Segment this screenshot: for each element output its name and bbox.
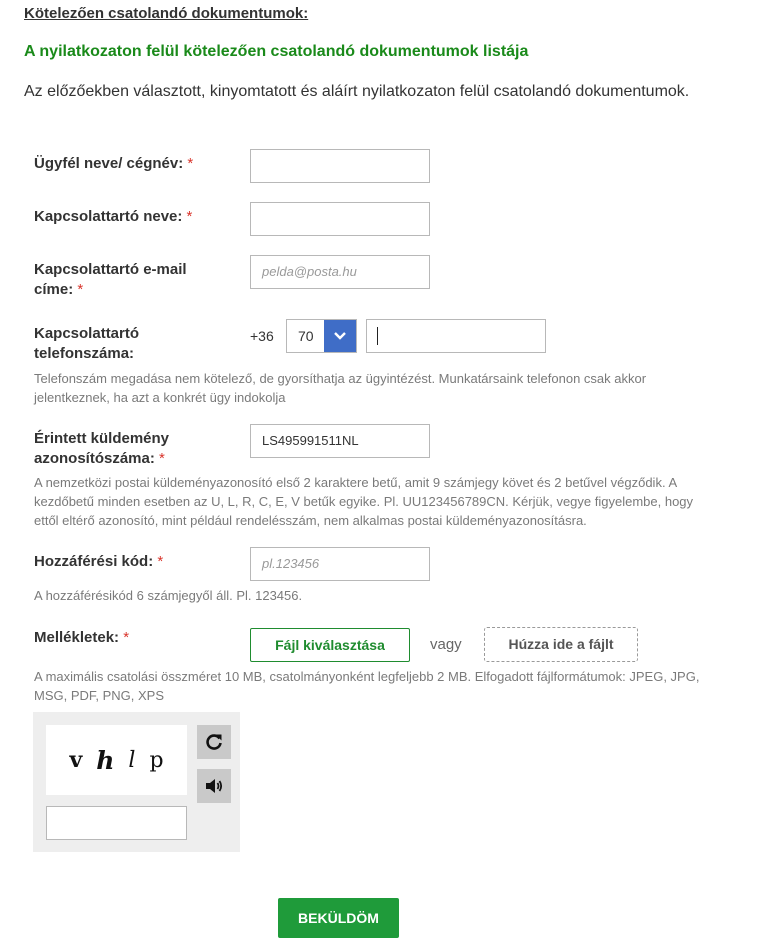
attachments-help-text: A maximális csatolási összméret 10 MB, csatolmányonként legfeljebb 2 MB. Elfogadott fájlformátumok: JPEG, JPG, MSG, PDF, PNG, XPS [34, 669, 700, 703]
submit-button[interactable]: BEKÜLDÖM [278, 898, 399, 938]
intro-text: Az előzőekben választott, kinyomtatott és aláírt nyilatkozaton felül csatolandó dokumentumok. [24, 83, 690, 100]
captcha-char: p [149, 747, 164, 773]
contact-name-input[interactable] [250, 202, 430, 236]
speaker-icon[interactable] [197, 769, 231, 803]
phone-number-input[interactable] [366, 319, 546, 353]
required-mark: * [77, 281, 84, 298]
contact-name-label: Kapcsolattartó neve: * [34, 208, 193, 225]
attachments-label: Mellékletek: * [34, 629, 130, 646]
captcha-image [46, 725, 187, 795]
required-mark: * [186, 208, 193, 225]
captcha-char: v [69, 747, 83, 773]
tracking-number-label: Érintett küldemény azonosítószáma: * [34, 430, 170, 467]
choose-file-button[interactable]: Fájl kiválasztása [250, 628, 410, 662]
client-name-input[interactable] [250, 149, 430, 183]
captcha-char: h [96, 745, 115, 775]
text-caret [377, 327, 378, 345]
contact-phone-label: Kapcsolattartó telefonszáma: [34, 325, 140, 362]
tracking-help-text: A nemzetközi postai küldeményazonosító első 2 karaktere betű, amit 9 számjegy követ és 2 betűvel végződik. A kezdőbetű minden esetben az U, L, R, C, E, V betűk egyike. Pl. UU123456789CN. Kérjük, vegye figyelembe, hogy ettől eltérő azonosító, mint például rendelésszám, nem alkalmas postai küldeményazonosításra. [34, 475, 694, 528]
file-drop-zone[interactable]: Húzza ide a fájlt [484, 627, 638, 662]
required-mark: * [187, 155, 194, 172]
refresh-icon[interactable] [197, 725, 231, 759]
phone-prefix: +36 [250, 328, 274, 344]
chevron-down-icon[interactable] [324, 320, 356, 352]
area-code-select[interactable] [286, 319, 357, 353]
phone-help-text: Telefonszám megadása nem kötelező, de gyorsíthatja az ügyintézést. Munkatársaink telefonon csak akkor jelentkeznek, ha azt a konkrét ügy indokolja [34, 371, 647, 405]
contact-email-input[interactable]: pelda@posta.hu [250, 255, 430, 289]
client-name-label: Ügyfél neve/ cégnév: * [34, 155, 194, 172]
required-mark: * [159, 450, 165, 467]
access-code-help-text: A hozzáférésikód 6 számjegyől áll. Pl. 123456. [34, 588, 303, 603]
access-code-label: Hozzáférési kód: * [34, 553, 164, 570]
captcha-input[interactable] [46, 806, 187, 840]
or-text: vagy [430, 636, 462, 653]
area-code-value: 70 [298, 328, 314, 344]
contact-email-label: Kapcsolattartó e-mail címe: * [34, 261, 187, 298]
tracking-number-input[interactable]: LS495991511NL [250, 424, 430, 458]
required-mark: * [157, 553, 164, 570]
documents-list-title: A nyilatkozaton felül kötelezően csatolandó dokumentumok listája [24, 43, 529, 60]
documents-title: Kötelezően csatolandó dokumentumok: [24, 5, 309, 22]
required-mark: * [123, 629, 130, 646]
access-code-input[interactable]: pl.123456 [250, 547, 430, 581]
captcha-char: l [128, 747, 136, 773]
